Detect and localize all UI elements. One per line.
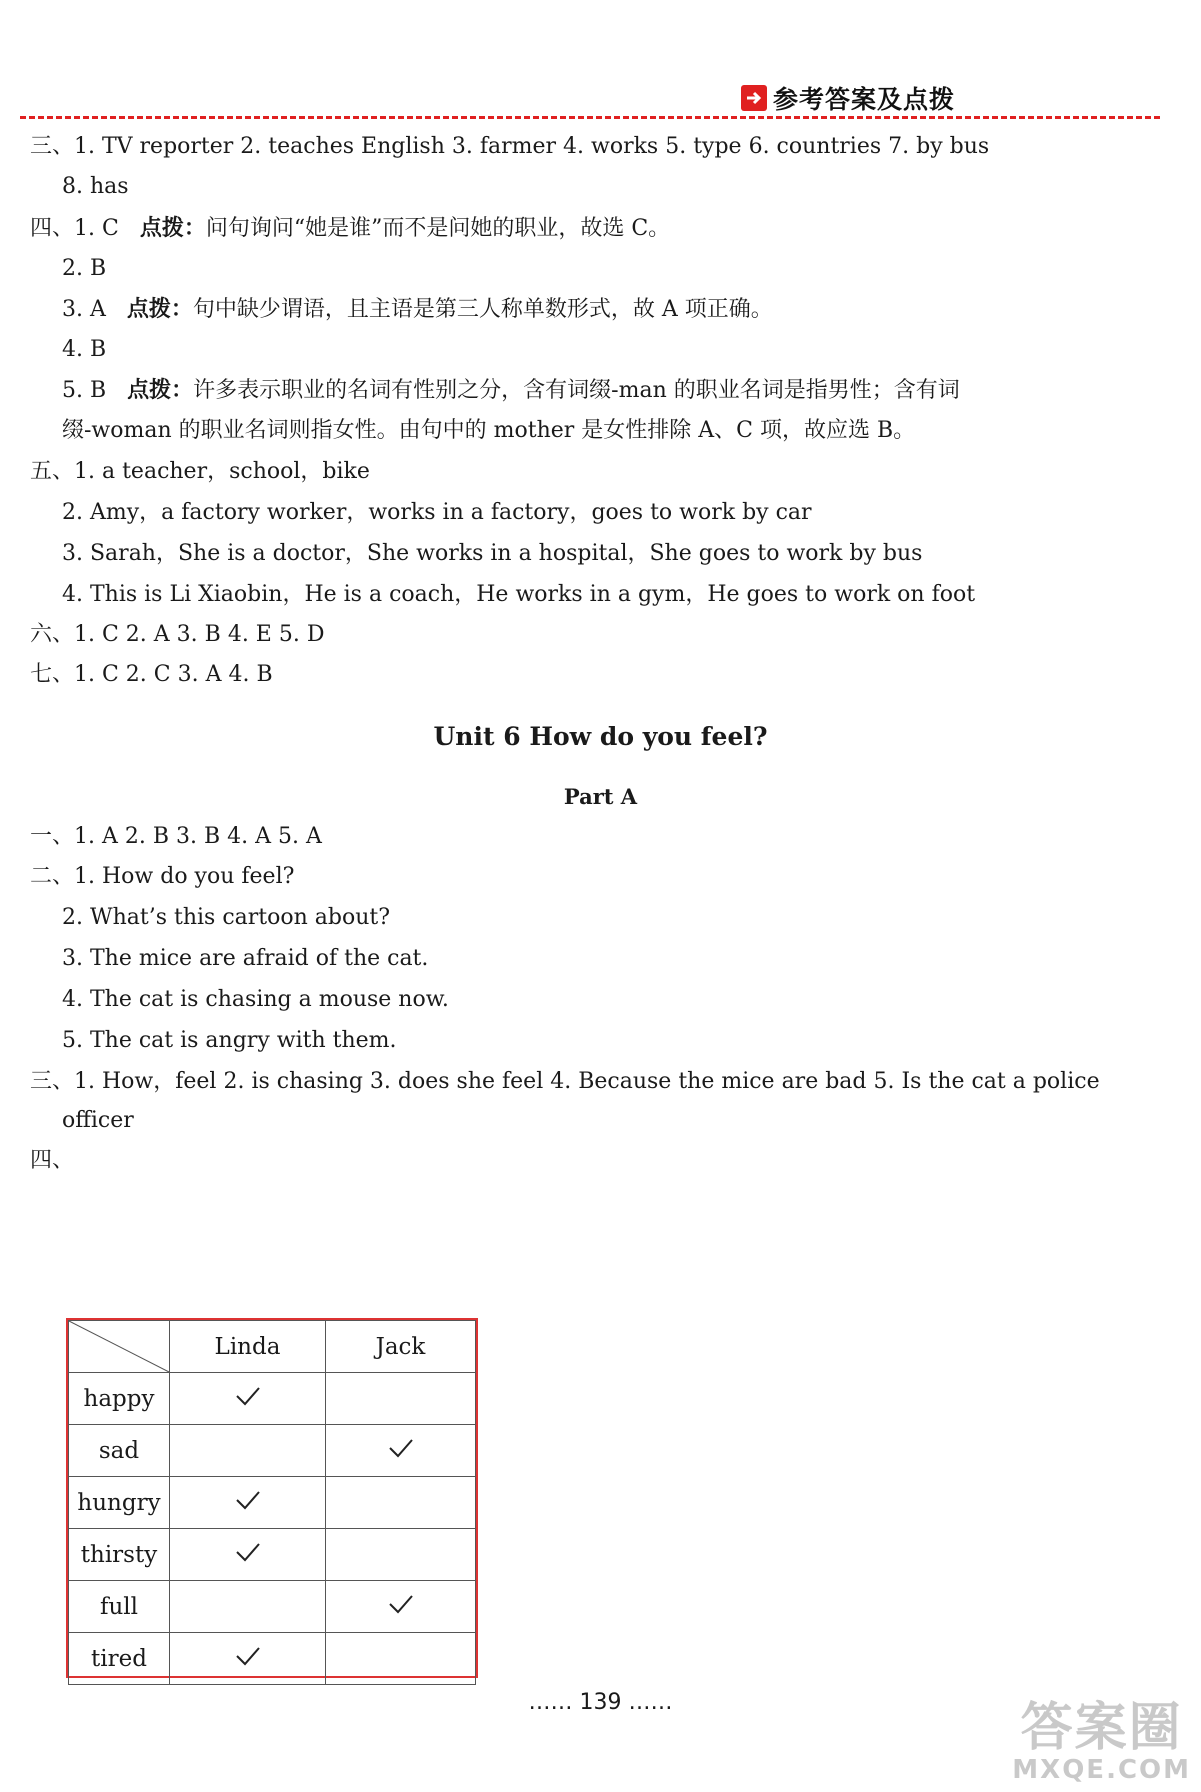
hint-text: 问句询问“她是谁”而不是问她的职业，故选 C。 <box>205 216 671 241</box>
row-label: hungry <box>69 1477 170 1529</box>
cell-jack <box>326 1633 476 1685</box>
answer-line: 2. B <box>62 256 107 281</box>
row-label: happy <box>69 1373 170 1425</box>
diagonal-divider <box>69 1321 169 1372</box>
answer-line: 4. The cat is chasing a mouse now. <box>62 987 449 1012</box>
checkmark-icon <box>387 1596 415 1622</box>
table-row <box>69 1633 476 1685</box>
feelings-table <box>68 1320 476 1685</box>
checkmark-icon <box>234 1388 262 1414</box>
cell-jack <box>326 1477 476 1529</box>
part-title: Part A <box>563 784 638 809</box>
header-title: 参考答案及点拨 <box>772 85 955 114</box>
unit-title: Unit 6 How do you feel? <box>433 722 768 751</box>
checkmark-icon <box>234 1544 262 1570</box>
answer-line: 8. has <box>62 174 129 199</box>
cell-jack <box>326 1425 476 1477</box>
answer-line: 三、1. TV reporter 2. teaches English 3. farmer 4. works 5. type 6. countries 7. by bus <box>30 134 990 159</box>
arrow-right-icon <box>741 85 767 111</box>
answer-label: 5. B <box>62 378 107 403</box>
table-corner-cell <box>69 1321 170 1373</box>
watermark-logo <box>1012 1700 1191 1784</box>
answer-line: 5. The cat is angry with them. <box>62 1028 397 1053</box>
watermark-bottom: MXQE.COM <box>1012 1755 1191 1785</box>
answer-line: 3. The mice are afraid of the cat. <box>62 946 429 971</box>
checkmark-icon <box>387 1440 415 1466</box>
row-label: sad <box>69 1425 170 1477</box>
answer-line <box>62 376 960 406</box>
answer-line: 4. B <box>62 337 107 362</box>
answer-line: 二、1. How do you feel? <box>30 864 295 889</box>
table-row <box>69 1477 476 1529</box>
answer-label: 四、1. C <box>30 216 119 241</box>
answer-line: officer <box>62 1108 134 1133</box>
checkmark-icon <box>234 1648 262 1674</box>
cell-linda <box>170 1373 326 1425</box>
cell-linda <box>170 1477 326 1529</box>
hint-label: 点拨： <box>127 378 194 403</box>
cell-linda <box>170 1633 326 1685</box>
hint-text: 句中缺少谓语，且主语是第三人称单数形式，故 A 项正确。 <box>192 297 773 322</box>
column-header-linda: Linda <box>170 1321 326 1373</box>
cell-jack <box>326 1581 476 1633</box>
hint-label: 点拨： <box>126 297 193 322</box>
page-header <box>20 78 1160 122</box>
column-header-jack: Jack <box>326 1321 476 1373</box>
watermark-top: 答案圈 <box>1020 1698 1183 1758</box>
row-label: full <box>69 1581 170 1633</box>
cell-jack <box>326 1373 476 1425</box>
page-number: …… 139 …… <box>528 1690 673 1715</box>
answer-line: 七、1. C 2. C 3. A 4. B <box>30 662 273 687</box>
cell-linda <box>170 1425 326 1477</box>
checkmark-icon <box>234 1492 262 1518</box>
answer-line: 4. This is Li Xiaobin，He is a coach，He works in a gym，He goes to work on foot <box>62 582 976 607</box>
answer-line: 2. Amy，a factory worker，works in a factory，goes to work by car <box>62 500 812 525</box>
row-label: tired <box>69 1633 170 1685</box>
answer-label: 3. A <box>62 297 106 322</box>
answer-line: 缀-woman 的职业名词则指女性。由句中的 mother 是女性排除 A、C 项，故应选 B。 <box>62 418 916 443</box>
answer-line: 五、1. a teacher，school，bike <box>30 459 370 484</box>
answer-line <box>30 214 670 244</box>
cell-jack <box>326 1529 476 1581</box>
answer-line: 四、 <box>30 1148 75 1173</box>
cell-linda <box>170 1581 326 1633</box>
cell-linda <box>170 1529 326 1581</box>
answer-line: 2. What’s this cartoon about? <box>62 905 391 930</box>
answer-line: 六、1. C 2. A 3. B 4. E 5. D <box>30 622 325 647</box>
table-row <box>69 1581 476 1633</box>
header-divider <box>20 116 1160 119</box>
answer-line: 三、1. How，feel 2. is chasing 3. does she feel 4. Because the mice are bad 5. Is the cat a police <box>30 1069 1100 1094</box>
row-label: thirsty <box>69 1529 170 1581</box>
feelings-table-frame <box>66 1318 478 1678</box>
answer-line: 一、1. A 2. B 3. B 4. A 5. A <box>30 824 322 849</box>
table-row <box>69 1373 476 1425</box>
answer-line <box>62 295 773 325</box>
table-row <box>69 1425 476 1477</box>
hint-text: 许多表示职业的名词有性别之分，含有词缀-man 的职业名词是指男性；含有词 <box>193 378 960 403</box>
header-title-group <box>741 80 955 116</box>
table-row <box>69 1529 476 1581</box>
hint-label: 点拨： <box>139 216 206 241</box>
table-header-row <box>69 1321 476 1373</box>
answer-line: 3. Sarah，She is a doctor，She works in a hospital，She goes to work by bus <box>62 541 923 566</box>
